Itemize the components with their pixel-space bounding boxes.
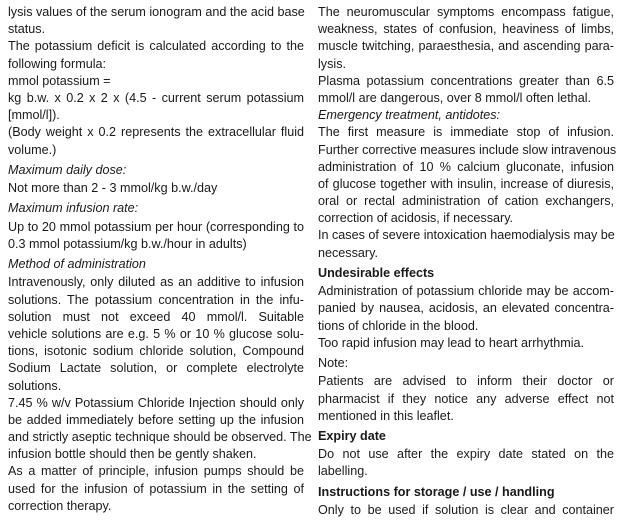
text-line: be added immediately before setting up the infusion — [8, 412, 304, 427]
text-line: solutions. — [8, 378, 62, 393]
injection-text — [8, 395, 312, 464]
text-line: mentioned in this leaflet. — [318, 408, 454, 423]
text-line: Plasma potassium concentrations greater than 6.5 — [318, 73, 614, 88]
plasma-paragraph — [318, 73, 614, 107]
text-line: 0.3 mmol potassium/kg b.w./hour in adults) — [8, 236, 247, 251]
note-text — [318, 373, 614, 425]
method-heading: Method of administration — [8, 257, 146, 272]
text-line: kg b.w. x 0.2 x 2 x (4.5 - current serum potassium — [8, 90, 304, 105]
max-infusion-rate-text — [8, 219, 304, 253]
deficit-paragraph — [8, 38, 304, 158]
text-line: The first measure is immediate stop of infusion. — [318, 125, 614, 140]
text-line: oral or rectal administration of cation exchangers, — [318, 194, 614, 209]
text-line: correction therapy. — [8, 498, 112, 513]
text-line: Only to be used if solution is clear and container — [318, 503, 614, 518]
emergency-heading: Emergency treatment, antidotes: — [318, 108, 501, 123]
text-line: administration of 10 % calcium gluconate, infusion — [318, 159, 614, 174]
left-column — [8, 4, 312, 515]
text-line: Administration of potassium chloride may be accom- — [318, 284, 614, 299]
pumps-text — [8, 463, 304, 515]
text-line: In cases of severe intoxication haemodialysis may be — [318, 228, 615, 243]
serum-paragraph — [8, 4, 304, 38]
text-line: mmol/l are dangerous, over 8 mmol/l often lethal. — [318, 90, 591, 105]
text-line: Do not use after the expiry date stated on the — [318, 447, 614, 462]
text-line: solutions. The potassium concentration in the infu- — [8, 292, 304, 307]
text-line: infusion bottle should then be gently shaken. — [8, 447, 257, 462]
method-text — [8, 274, 304, 394]
right-column — [318, 4, 617, 519]
text-line: of glucose together with insulin, increase of diuresis, — [318, 176, 614, 191]
text-line: 7.45 % w/v Potassium Chloride Injection should only — [8, 395, 304, 410]
haemodialysis-text — [318, 227, 614, 261]
text-line: Further corrective measures include slow intravenous — [318, 142, 617, 157]
undesirable-effects-text — [318, 283, 614, 335]
max-daily-dose-text: Not more than 2 - 3 mmol/kg b.w./day — [8, 181, 218, 196]
text-line: Intravenously, only diluted as an additive to infusion — [8, 275, 304, 290]
text-line: muscle twitching, paraesthesia, and ascending para- — [318, 39, 614, 54]
text-line: pharmacist if they notice any adverse effect not — [318, 391, 614, 406]
neuromuscular-paragraph — [318, 4, 614, 73]
storage-heading: Instructions for storage / use / handling — [318, 484, 555, 499]
undesirable-effects-heading: Undesirable effects — [318, 265, 435, 280]
text-line: used for the infusion of potassium in the setting of — [8, 481, 304, 496]
text-line: As a matter of principle, infusion pumps should be — [8, 464, 304, 479]
text-line: tions, isotonic sodium chloride solution, Compound — [8, 344, 304, 359]
text-line: volume.) — [8, 142, 57, 157]
expiry-date-heading: Expiry date — [318, 428, 386, 443]
text-line: correction of acidosis, if necessary. — [318, 211, 514, 226]
note-heading: Note: — [318, 355, 349, 370]
expiry-date-text — [318, 446, 614, 480]
text-line: panied by nausea, acidosis, an elevated concentra- — [318, 301, 614, 316]
max-infusion-rate-heading: Maximum infusion rate: — [8, 201, 139, 216]
text-line: vehicle solutions are e.g. 5 % or 10 % glucose solu- — [8, 326, 304, 341]
text-line: [mmol/l]). — [8, 108, 60, 123]
text-line: weakness, states of confusion, heaviness of limbs, — [318, 22, 614, 37]
text-line: labelling. — [318, 464, 368, 479]
emergency-text — [318, 124, 617, 227]
text-line: Sodium Lactate solution, or complete electrolyte — [8, 361, 304, 376]
text-line: The potassium deficit is calculated according to the — [8, 39, 304, 54]
text-line: mmol potassium = — [8, 73, 111, 88]
text-line: and strictly aseptic technique should be observed. The — [8, 430, 312, 445]
text-line: The neuromuscular symptoms encompass fatigue, — [318, 5, 614, 19]
text-line: solution must not exceed 40 mmol/l. Suitable — [8, 309, 304, 324]
text-line: Patients are advised to inform their doctor or — [318, 374, 614, 389]
text-line: lysis values of the serum ionogram and the acid base — [8, 5, 305, 19]
text-line: necessary. — [318, 245, 378, 260]
arrhythmia-text: Too rapid infusion may lead to heart arrhythmia. — [318, 335, 585, 350]
text-line: status. — [8, 22, 46, 37]
text-line: Up to 20 mmol potassium per hour (corresponding to — [8, 219, 304, 234]
max-daily-dose-heading: Maximum daily dose: — [8, 162, 127, 177]
storage-text — [318, 502, 614, 519]
text-line: (Body weight x 0.2 represents the extracellular fluid — [8, 125, 304, 140]
text-line: following formula: — [8, 56, 106, 71]
text-line: tions of chloride in the blood. — [318, 318, 479, 333]
text-line: lysis. — [318, 56, 346, 71]
